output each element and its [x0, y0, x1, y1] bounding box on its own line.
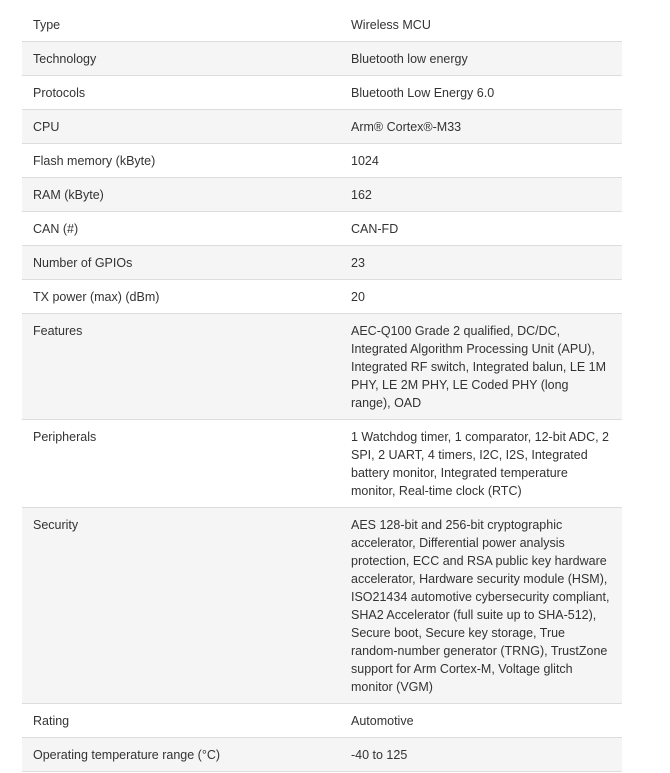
spec-label: Features — [33, 324, 83, 338]
spec-label: Protocols — [33, 86, 86, 100]
spec-row-gpios — [22, 246, 622, 280]
spec-table — [22, 8, 622, 772]
spec-value: 23 — [351, 256, 365, 270]
spec-row-rating — [22, 704, 622, 738]
spec-row-flash-memory — [22, 144, 622, 178]
spec-value: Arm® Cortex®-M33 — [351, 120, 462, 134]
spec-value: 20 — [351, 290, 365, 304]
spec-label: CAN (#) — [33, 222, 79, 236]
spec-value: 1 Watchdog timer, 1 comparator, 12-bit ADC, 2 SPI, 2 UART, 4 timers, I2C, I2S, Integrated battery monitor, Integrated temperature monitor, Real-time clock (RTC) — [351, 430, 609, 498]
spec-row-features — [22, 314, 622, 420]
spec-row-tx-power — [22, 280, 622, 314]
spec-label: Number of GPIOs — [33, 256, 133, 270]
spec-row-protocols — [22, 76, 622, 110]
spec-label: Rating — [33, 714, 70, 728]
spec-value: -40 to 125 — [351, 748, 408, 762]
spec-value: 1024 — [351, 154, 379, 168]
spec-value: Bluetooth Low Energy 6.0 — [351, 86, 495, 100]
spec-row-can — [22, 212, 622, 246]
spec-value: 162 — [351, 188, 372, 202]
spec-label: Type — [33, 18, 61, 32]
spec-row-operating-temperature — [22, 738, 622, 772]
spec-value: AEC-Q100 Grade 2 qualified, DC/DC, Integrated Algorithm Processing Unit (APU), Integrated RF switch, Integrated balun, LE 1M PHY, LE 2M PHY, LE Coded PHY (long range), OAD — [351, 324, 606, 410]
spec-label: RAM (kByte) — [33, 188, 104, 202]
spec-row-peripherals — [22, 420, 622, 508]
spec-row-type — [22, 8, 622, 42]
spec-value: Automotive — [351, 714, 414, 728]
spec-label: Flash memory (kByte) — [33, 154, 156, 168]
spec-row-security — [22, 508, 622, 704]
spec-row-ram — [22, 178, 622, 212]
spec-value: CAN-FD — [351, 222, 399, 236]
spec-label: Technology — [33, 52, 97, 66]
spec-value: Bluetooth low energy — [351, 52, 468, 66]
spec-label: Operating temperature range (°C) — [33, 748, 221, 762]
spec-value: AES 128-bit and 256-bit cryptographic accelerator, Differential power analysis protection, ECC and RSA public key hardware accelerator, Hardware security module (HSM), ISO21434 automotive cybersecurity compliant, SHA2 Accelerator (full suite up to SHA-512), Secure boot, Secure key storage, True random-number generator (TRNG), TrustZone support for Arm Cortex-M, Voltage glitch monitor (VGM) — [351, 518, 610, 694]
spec-label: Security — [33, 518, 79, 532]
spec-label: TX power (max) (dBm) — [33, 290, 160, 304]
spec-row-cpu — [22, 110, 622, 144]
spec-label: Peripherals — [33, 430, 97, 444]
spec-row-technology — [22, 42, 622, 76]
spec-label: CPU — [33, 120, 60, 134]
spec-value: Wireless MCU — [351, 18, 431, 32]
